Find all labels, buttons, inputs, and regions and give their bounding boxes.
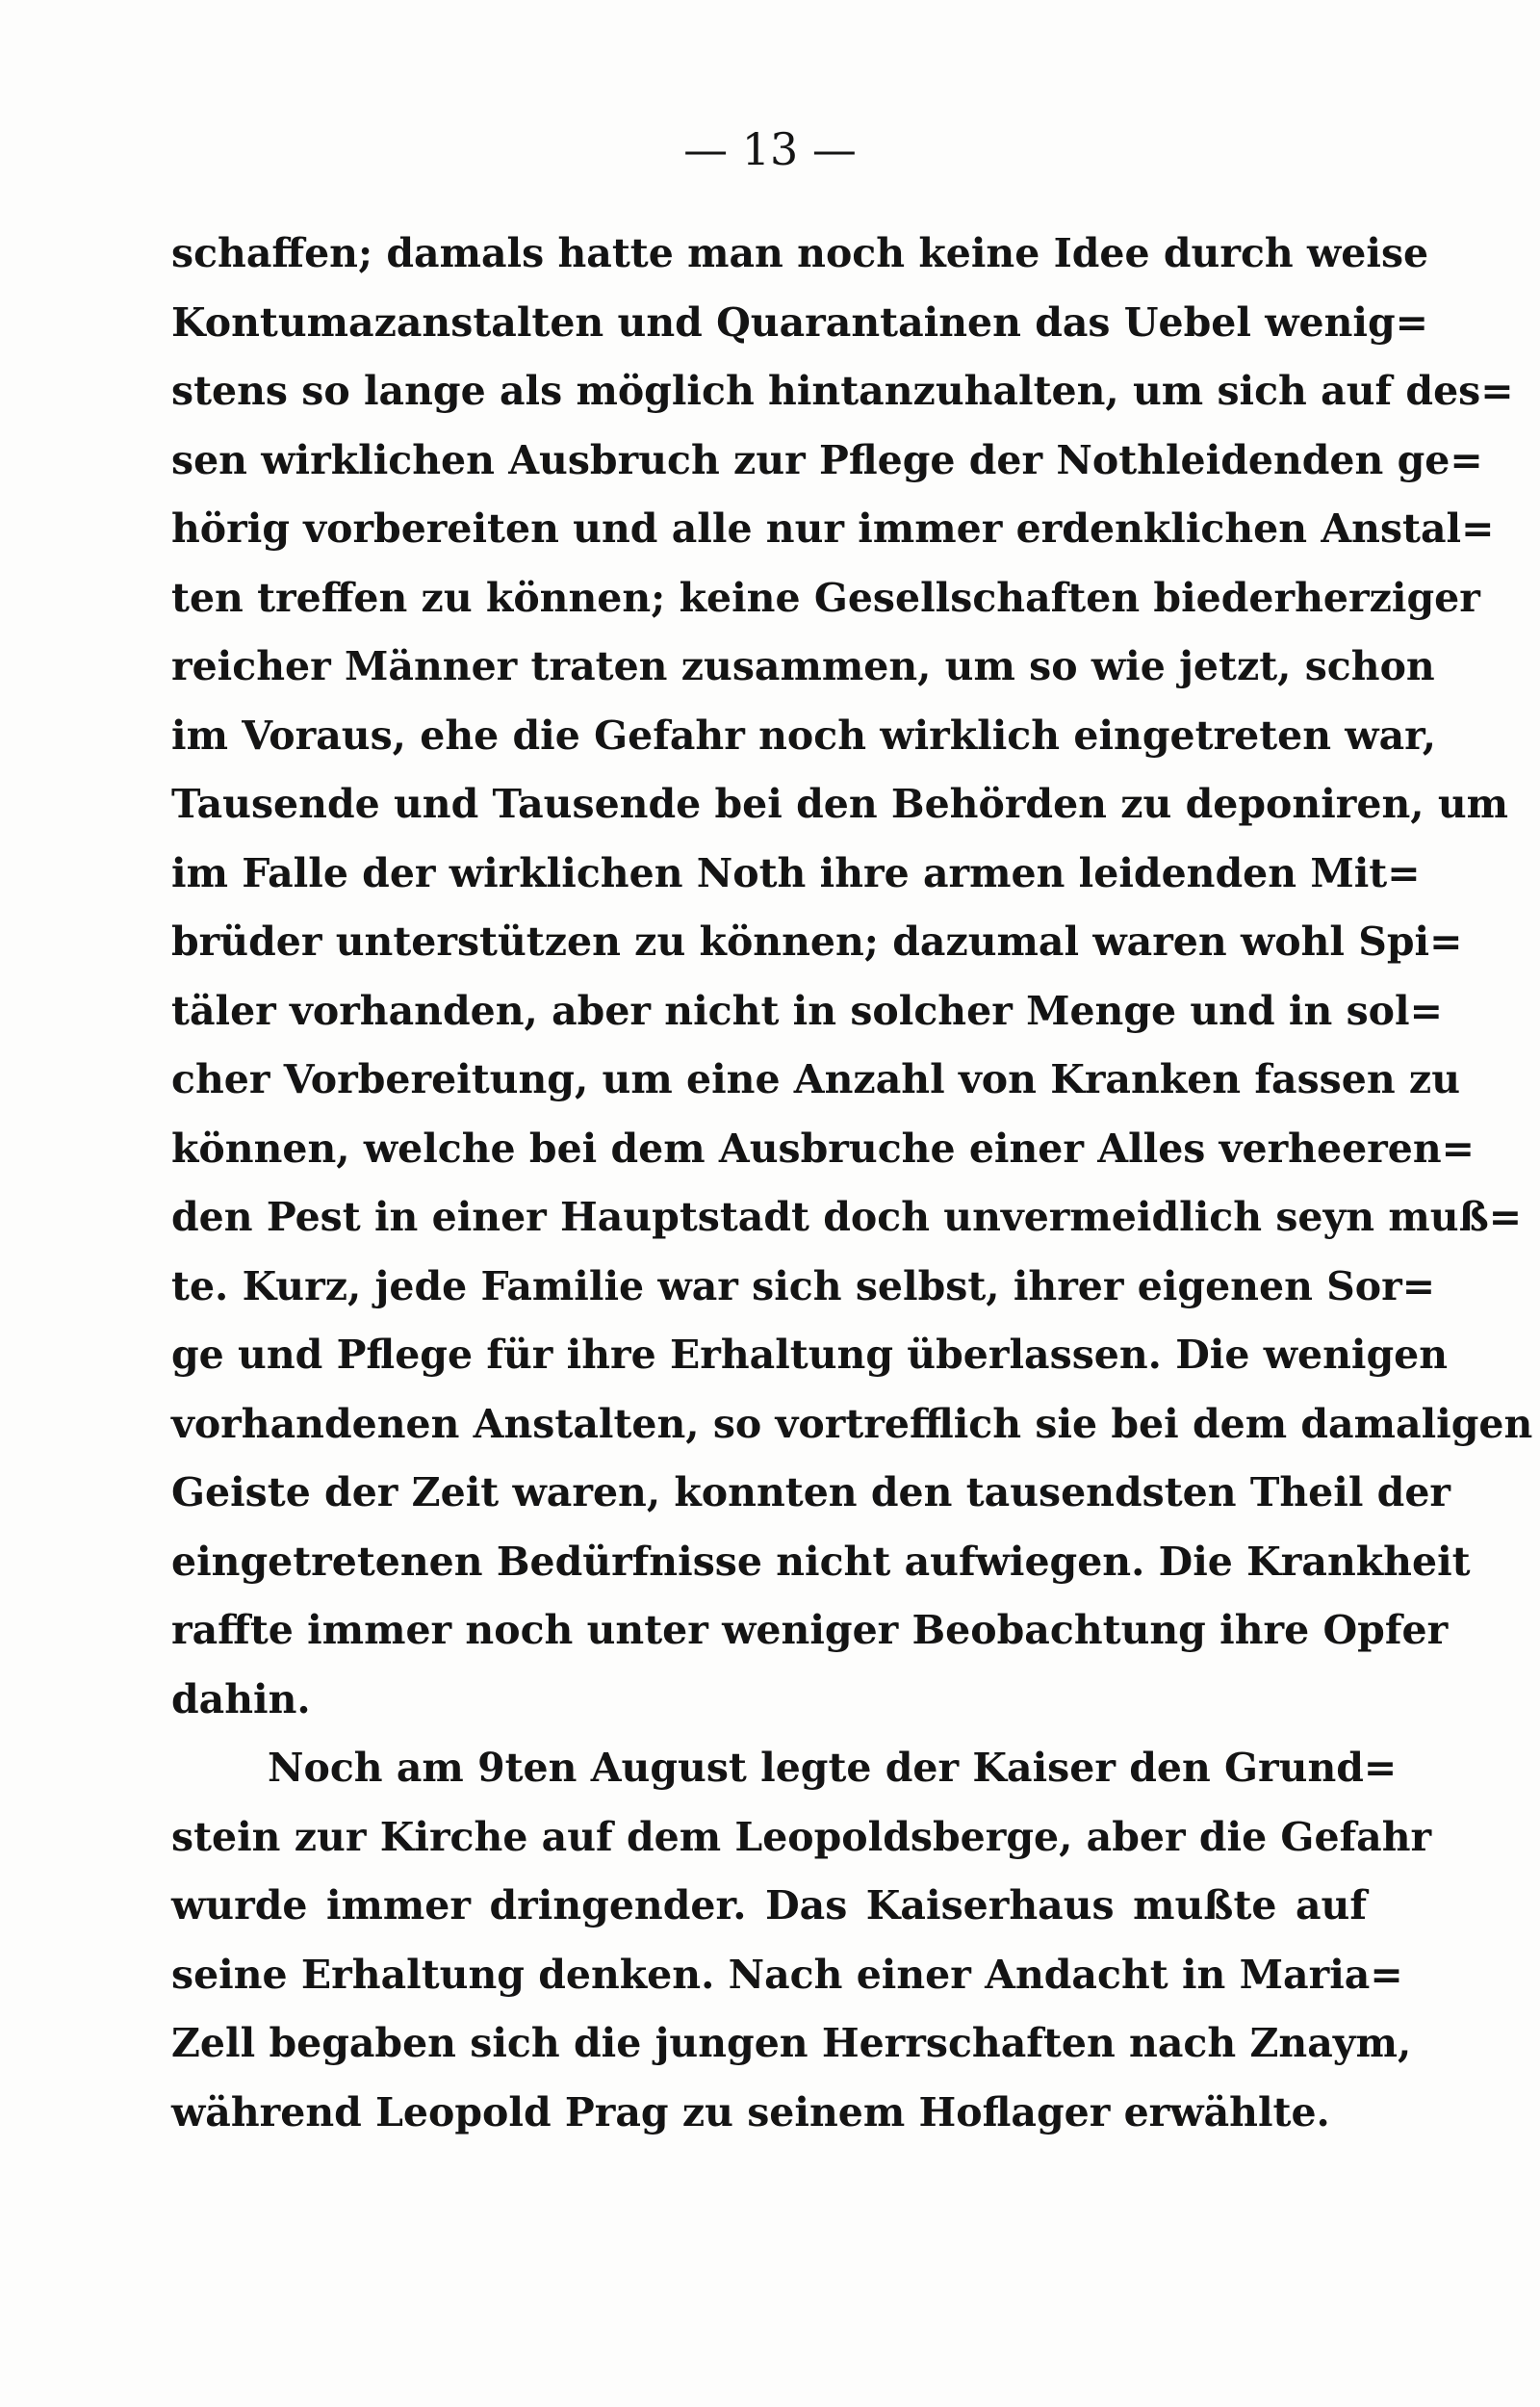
- text-line: eingetretenen Bedürfnisse nicht aufwiegen. Die Krankheit: [171, 1538, 1471, 1585]
- text-line: te. Kurz, jede Familie war sich selbst, ihrer eigenen Sor=: [171, 1262, 1436, 1309]
- text-line: schaffen; damals hatte man noch keine Idee durch weise: [171, 230, 1429, 276]
- body-text: [171, 220, 1533, 2147]
- text-line: den Pest in einer Hauptstadt doch unvermeidlich seyn muß=: [171, 1194, 1523, 1240]
- text-line: Zell begaben sich die jungen Herrschaften nach Znaym,: [171, 2020, 1412, 2066]
- text-line: reicher Männer traten zusammen, um so wie jetzt, schon: [171, 643, 1435, 689]
- text-line: Noch am 9ten August legte der Kaiser den Grund=: [268, 1745, 1398, 1791]
- page-number: — 13 —: [683, 123, 857, 175]
- text-line: Kontumazanstalten und Quarantainen das Uebel wenig=: [171, 298, 1429, 346]
- text-line: während Leopold Prag zu seinem Hoflager erwählte.: [171, 2088, 1330, 2135]
- text-line: stein zur Kirche auf dem Leopoldsberge, aber die Gefahr: [171, 1813, 1432, 1860]
- text-line: sen wirklichen Ausbruch zur Pflege der Nothleidenden ge=: [171, 436, 1483, 483]
- text-line: cher Vorbereitung, um eine Anzahl von Kranken fassen zu: [171, 1056, 1461, 1102]
- text-line: brüder unterstützen zu können; dazumal waren wohl Spi=: [171, 919, 1463, 965]
- text-line: seine Erhaltung denken. Nach einer Andacht in Maria=: [171, 1951, 1403, 1998]
- text-line: im Falle der wirklichen Noth ihre armen leidenden Mit=: [171, 849, 1421, 896]
- text-line: raffte immer noch unter weniger Beobachtung ihre Opfer: [171, 1607, 1449, 1653]
- text-line: ge und Pflege für ihre Erhaltung überlassen. Die wenigen: [171, 1332, 1449, 1378]
- text-line: stens so lange als möglich hintanzuhalten, um sich auf des=: [171, 368, 1514, 414]
- text-line: hörig vorbereiten und alle nur immer erdenklichen Anstal=: [171, 505, 1495, 552]
- text-line: ten treffen zu können; keine Gesellschaften biederherziger: [171, 574, 1480, 621]
- text-line: wurde immer dringender. Das Kaiserhaus mußte auf: [171, 1882, 1367, 1928]
- text-line: im Voraus, ehe die Gefahr noch wirklich eingetreten war,: [171, 712, 1437, 759]
- text-line: können, welche bei dem Ausbruche einer Alles verheeren=: [171, 1125, 1476, 1172]
- text-line: Geiste der Zeit waren, konnten den tausendsten Theil der: [171, 1469, 1451, 1515]
- text-line: Tausende und Tausende bei den Behörden zu deponiren, um: [171, 781, 1509, 827]
- text-line: dahin.: [171, 1675, 311, 1722]
- text-line: täler vorhanden, aber nicht in solcher Menge und in sol=: [171, 987, 1443, 1034]
- text-line: vorhandenen Anstalten, so vortrefflich sie bei dem damaligen: [171, 1400, 1533, 1447]
